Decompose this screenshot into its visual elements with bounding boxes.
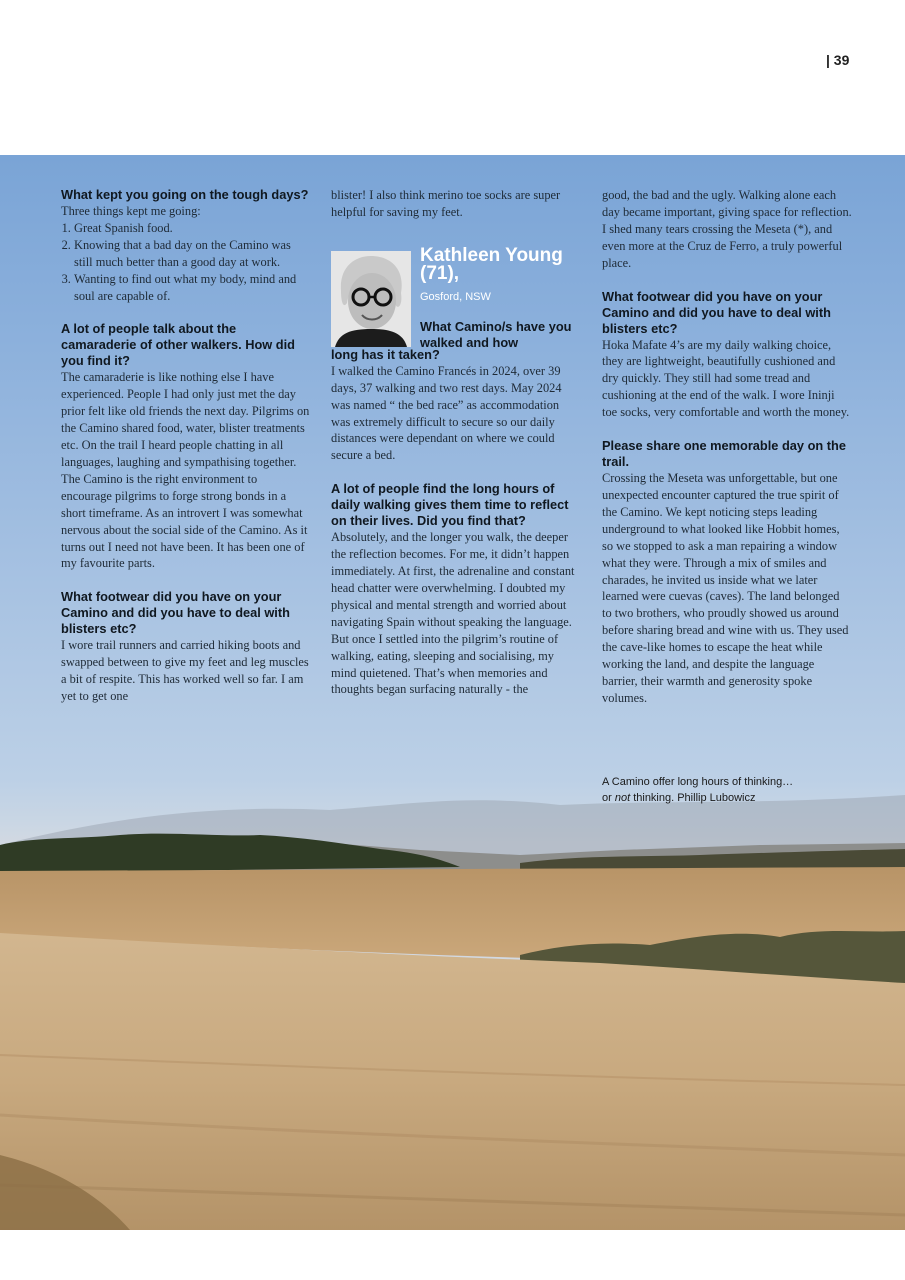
column-2 <box>331 187 581 698</box>
caption-emphasis: not <box>614 792 631 804</box>
page-number: | 39 <box>826 52 850 68</box>
answer-which-camino: I walked the Camino Francés in 2024, over 39 days, 37 walking and two rest days. May 2024 was named “ the bed race” as accommodation was extremely difficult to secure so our daily distances were dependant on where we could secure a bed. <box>331 363 562 463</box>
question-which-camino-cont: long has it taken? <box>331 346 440 362</box>
portrait-photo <box>331 251 411 347</box>
list-item: 3. Wanting to find out what my body, mind and soul are capable of. <box>74 271 311 305</box>
question-which-camino: What Camino/s have you walked and how <box>420 318 572 350</box>
question-footwear-2: What footwear did you have on your Camino and did you have to deal with blisters etc? <box>602 288 831 336</box>
answer-footwear-2: Hoka Mafate 4’s are my daily walking choice, they are lightweight, beautifully cushioned and dry quickly. They still had some tread and cushioning at the end of the walk. I wore Ininji toe socks, very comfortable and worth the money. <box>602 337 850 420</box>
column-3 <box>602 187 852 707</box>
answer-memorable-day: Crossing the Meseta was unforgettable, but one unexpected encounter captured the true spirit of the Camino. We kept noticing steps leading underground to what looked like Hobbit homes, so we stopped to ask a man repairing a window what they were. Through a mix of smiles and charades, he invited us inside what we later learned were cuevas (caves). The land belonged to two brothers, who proudly showed us around before sharing bread and wine with us. They used the cave-like homes to escape the heat while working the land, and despite the language barrier, their warmth and generosity spoke volumes. <box>602 471 849 705</box>
profile-location: Gosford, NSW <box>420 290 491 303</box>
question-reflection: A lot of people find the long hours of daily walking gives them time to reflect on their lives. Did you find that? <box>331 481 569 529</box>
caption-line-2: or not thinking. Phillip Lubowicz <box>602 792 756 804</box>
question-tough-days: What kept you going on the tough days? <box>61 187 309 202</box>
answer-reflection-continued: good, the bad and the ugly. Walking alone each day became important, giving space for reflection. I shed many tears crossing the Meseta (*), and even more at the Cruz de Ferro, a truly powerful place. <box>602 188 852 270</box>
profile-block <box>331 244 581 350</box>
answer-footwear: I wore trail runners and carried hiking boots and swapped between to give my feet and leg muscles a bit of respite. This has worked well so far. I am yet to get one <box>61 638 309 704</box>
answer-camaraderie: The camaraderie is like nothing else I have experienced. People I had only just met the day prior felt like old friends the next day. Pilgrims on the Camino shared food, water, blister treatments etc. On the trail I heard people chatting in all languages, laughing and sympathising together. The Camino is the right environment to encourage pilgrims to forge strong bonds in a short timeframe. As an introvert I was somewhat nervous about the social side of the Camino. As it turns out I need not have been. It has been one of my favourite parts. <box>61 370 310 571</box>
profile-name: Kathleen Young (71), <box>420 244 563 284</box>
list-item: 2. Knowing that a bad day on the Camino was still much better than a good day at work. <box>74 237 311 271</box>
answer-reflection: Absolutely, and the longer you walk, the deeper the reflection becomes. For me, it didn’t happen immediately. At first, the adrenaline and constant head chatter were overwhelming. I doubted my physical and mental strength and worried about navigating Spain without speaking the language. But once I settled into the pilgrim’s routine of walking, eating, sleeping and socialising, my mind quietened. That’s when memories and thoughts began surfacing naturally - the <box>331 530 575 697</box>
photo-caption <box>602 774 842 806</box>
answer-footwear-continued: blister! I also think merino toe socks are super helpful for saving my feet. <box>331 188 561 219</box>
question-camaraderie: A lot of people talk about the camaraderie of other walkers. How did you find it? <box>61 321 295 369</box>
column-1 <box>61 187 311 705</box>
reasons-list <box>61 220 311 305</box>
caption-line-1: A Camino offer long hours of thinking… <box>602 776 794 788</box>
question-footwear: What footwear did you have on your Camino and did you have to deal with blisters etc? <box>61 589 290 637</box>
list-item: 1. Great Spanish food. <box>74 220 311 237</box>
answer-intro: Three things kept me going: <box>61 204 201 218</box>
question-memorable-day: Please share one memorable day on the trail. <box>602 438 846 470</box>
